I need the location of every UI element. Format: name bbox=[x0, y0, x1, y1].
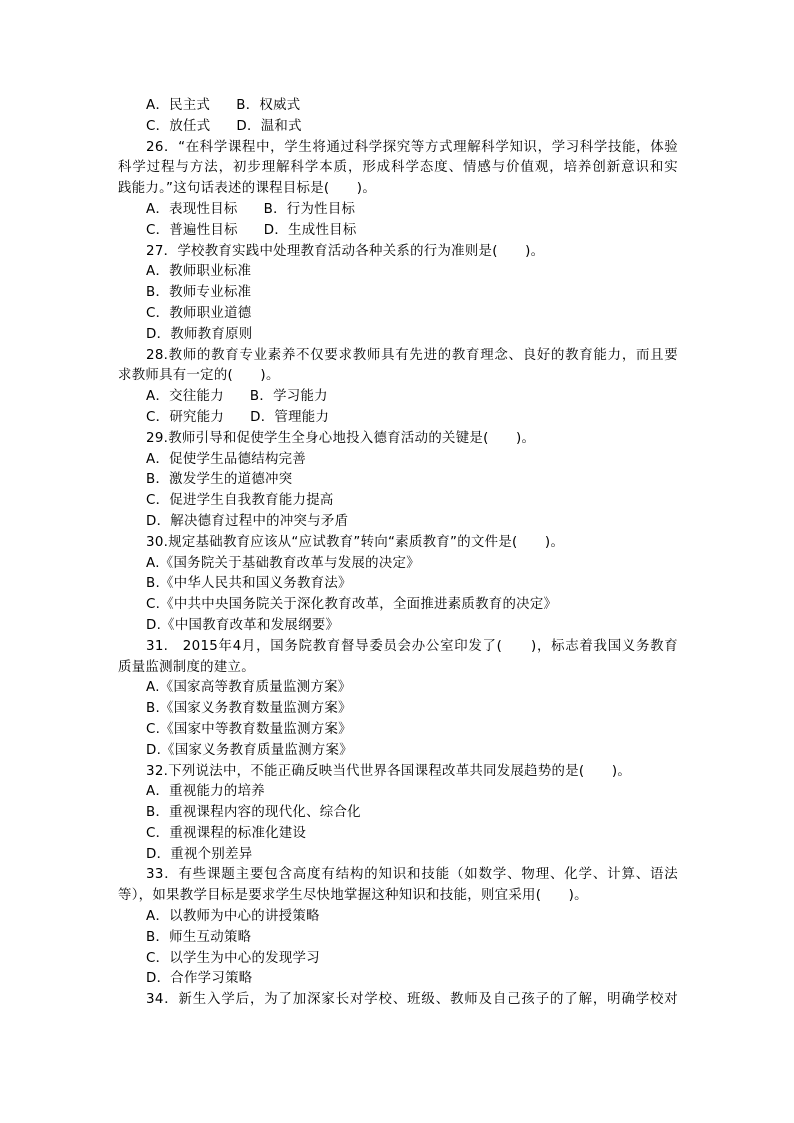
q34-stem-line-1: 34．新生入学后，为了加深家长对学校、班级、教师及自己孩子的了解，明确学校对 bbox=[146, 992, 678, 1008]
q30-option-c: C.《中共中央国务院关于深化教育改革，全面推进素质教育的决定》 bbox=[146, 597, 558, 613]
q25-option-c: C．放任式 bbox=[146, 118, 211, 134]
q33-stem-line-2: 等），如果教学目标是要求学生尽快地掌握这种知识和技能，则宜采用( )。 bbox=[118, 888, 588, 904]
q30-option-d: D.《中国教育改革和发展纲要》 bbox=[146, 617, 340, 633]
document-page bbox=[118, 96, 678, 1011]
q30-option-a: A.《国务院关于基础教育改革与发展的决定》 bbox=[146, 555, 420, 571]
q33-option-b: B．师生互动策略 bbox=[146, 929, 252, 945]
q31-stem-line-2: 质量监测制度的建立。 bbox=[118, 659, 255, 675]
q27-option-a: A．教师职业标准 bbox=[146, 264, 252, 280]
q33-option-c: C．以学生为中心的发现学习 bbox=[146, 950, 320, 966]
q31-option-a: A.《国家高等教育质量监测方案》 bbox=[146, 680, 352, 696]
q27-stem-line-1: 27．学校教育实践中处理教育活动各种关系的行为准则是( )。 bbox=[146, 243, 545, 259]
q28-stem-line-1: 28.教师的教育专业素养不仅要求教师具有先进的教育理念、良好的教育能力，而且要 bbox=[146, 347, 678, 363]
q30-stem-line-1: 30.规定基础教育应该从“应试教育”转向“素质教育”的文件是( )。 bbox=[146, 534, 565, 550]
q29-option-c: C．促进学生自我教育能力提高 bbox=[146, 493, 334, 509]
q26-option-a: A．表现性目标 bbox=[146, 201, 238, 217]
q31-option-c: C.《国家中等教育数量监测方案》 bbox=[146, 721, 352, 737]
q32-option-c: C．重视课程的标准化建设 bbox=[146, 825, 307, 841]
q33-option-a: A．以教师为中心的讲授策略 bbox=[146, 909, 320, 925]
q28-options-row-2 bbox=[118, 408, 678, 429]
q31-option-b: B.《国家义务教育数量监测方案》 bbox=[146, 701, 352, 717]
q26-option-b: B．行为性目标 bbox=[263, 201, 356, 217]
q29-option-a: A．促使学生品德结构完善 bbox=[146, 451, 307, 467]
q27-option-d: D．教师教育原则 bbox=[146, 326, 253, 342]
q26-options-row-2 bbox=[118, 221, 678, 242]
q28-option-d: D．管理能力 bbox=[250, 409, 330, 425]
q25-option-d: D．温和式 bbox=[236, 118, 302, 134]
q26-options-row-1 bbox=[118, 200, 678, 221]
q32-option-a: A．重视能力的培养 bbox=[146, 784, 265, 800]
q32-stem-line-1: 32.下列说法中，不能正确反映当代世界各国课程改革共同发展趋势的是( )。 bbox=[146, 763, 632, 779]
q32-option-b: B．重视课程内容的现代化、综合化 bbox=[146, 805, 361, 821]
q26-stem-line-1: 26．“在科学课程中，学生将通过科学探究等方式理解科学知识，学习科学技能，体验 bbox=[146, 139, 678, 155]
q25-options-row-1 bbox=[118, 96, 678, 117]
q29-stem-line-1: 29.教师引导和促使学生全身心地投入德育活动的关键是( )。 bbox=[146, 430, 536, 446]
q28-option-a: A．交往能力 bbox=[146, 389, 224, 405]
q29-option-d: D．解决德育过程中的冲突与矛盾 bbox=[146, 513, 349, 529]
q30-option-b: B.《中华人民共和国义务教育法》 bbox=[146, 576, 352, 592]
q31-stem-line-1: 31. 2015年4月，国务院教育督导委员会办公室印发了( )，标志着我国义务教育 bbox=[146, 638, 678, 654]
q28-options-row-1 bbox=[118, 387, 678, 408]
q27-option-c: C．教师职业道德 bbox=[146, 305, 252, 321]
q25-option-b: B．权威式 bbox=[236, 98, 301, 113]
q27-option-b: B．教师专业标准 bbox=[146, 285, 252, 301]
q26-option-d: D．生成性目标 bbox=[263, 222, 357, 238]
q32-option-d: D．重视个别差异 bbox=[146, 846, 253, 862]
q25-option-a: A．民主式 bbox=[146, 98, 211, 113]
q25-options-row-2 bbox=[118, 117, 678, 138]
q26-option-c: C．普遍性目标 bbox=[146, 222, 238, 238]
q26-stem-line-2: 科学过程与方法，初步理解科学本质，形成科学态度、情感与价值观，培养创新意识和实 bbox=[118, 160, 678, 176]
q28-stem-line-2: 求教师具有一定的( )。 bbox=[118, 368, 280, 384]
q29-option-b: B．激发学生的道德冲突 bbox=[146, 472, 293, 488]
q31-option-d: D.《国家义务教育质量监测方案》 bbox=[146, 742, 353, 758]
q33-option-d: D．合作学习策略 bbox=[146, 971, 253, 987]
q28-option-c: C．研究能力 bbox=[146, 409, 225, 425]
q28-option-b: B．学习能力 bbox=[249, 389, 328, 405]
q33-stem-line-1: 33．有些课题主要包含高度有结构的知识和技能（如数学、物理、化学、计算、语法 bbox=[146, 867, 678, 883]
q26-stem-line-3: 践能力。”这句话表述的课程目标是( )。 bbox=[118, 181, 377, 197]
